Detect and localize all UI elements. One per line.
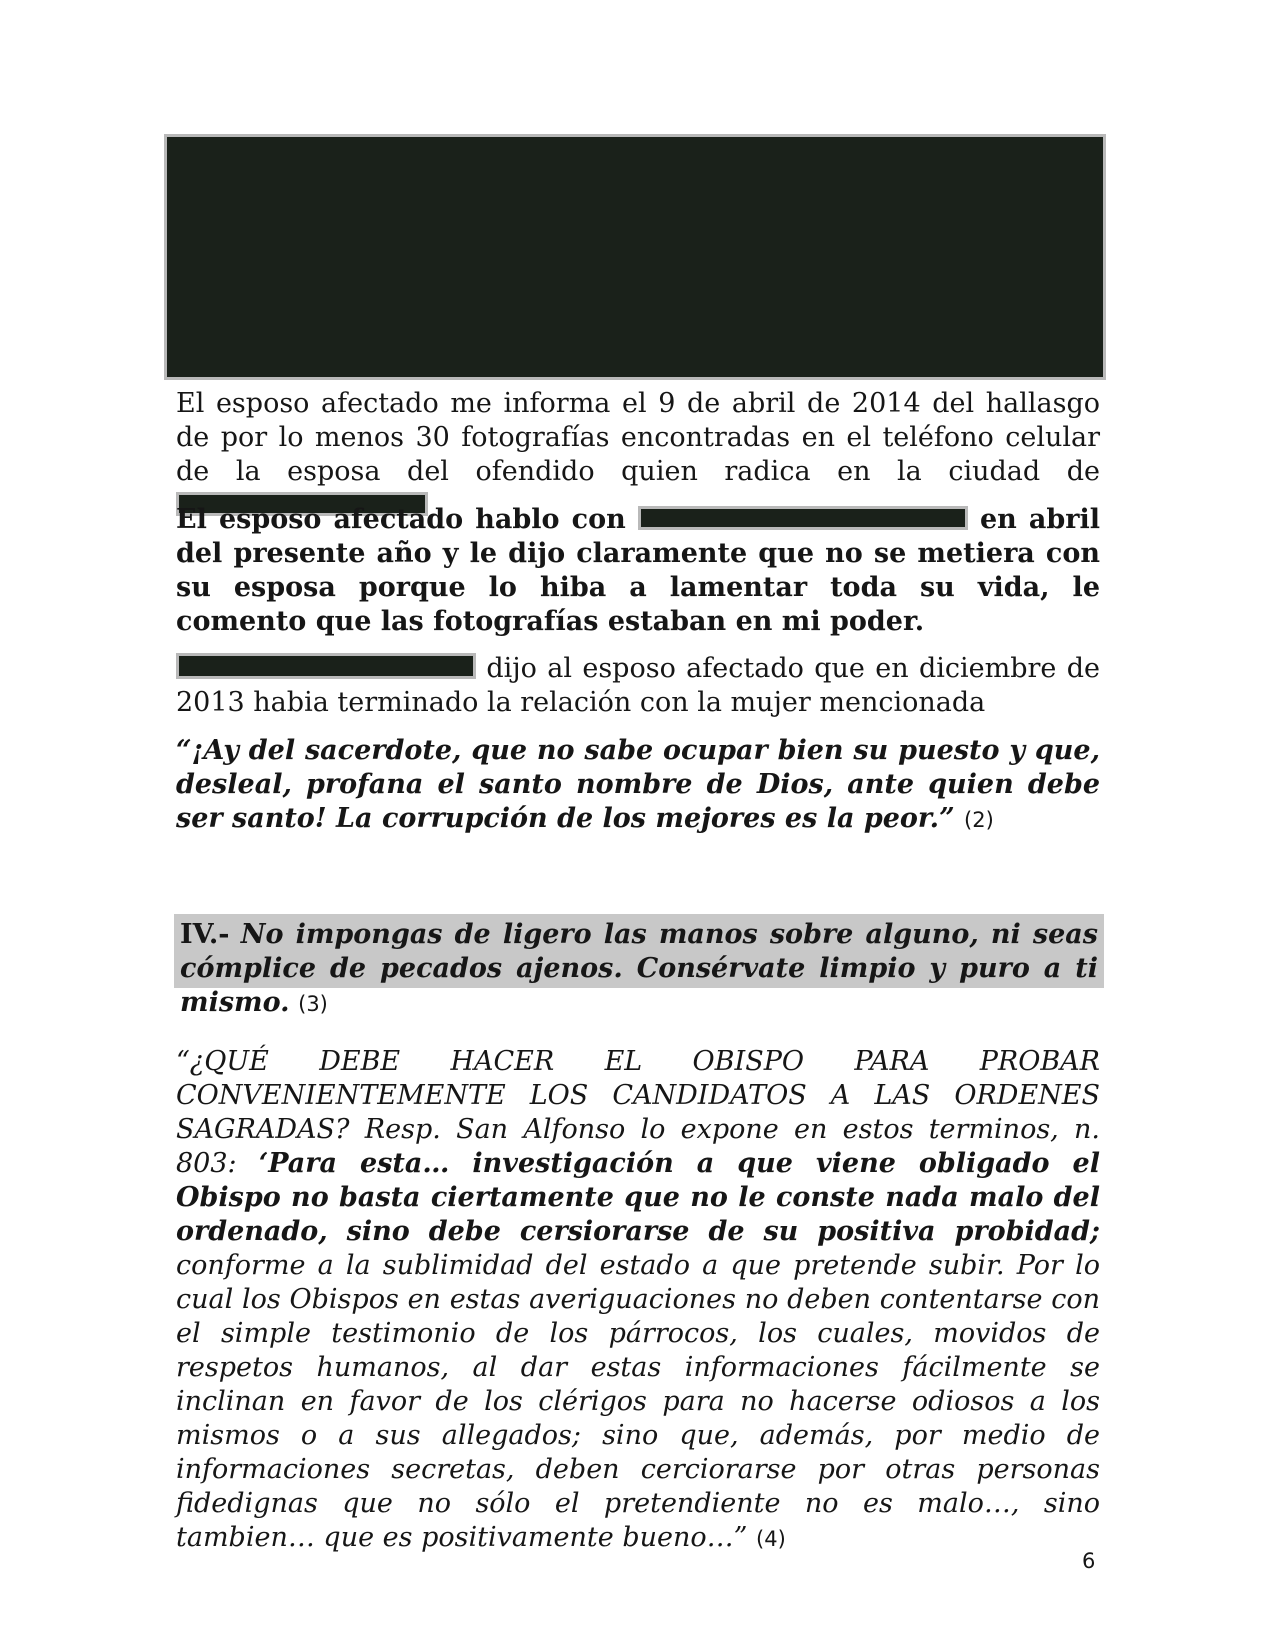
quote-priest <box>176 734 1100 837</box>
redacted-image-block <box>164 134 1106 380</box>
section-heading-iv <box>180 918 1098 1021</box>
section-heading-text: No impongas de ligero las manos sobre alguno, ni seas cómplice de pecados ajenos. Consérvate limpio y puro a ti mismo. <box>180 919 1098 1018</box>
paragraph-relationship-ended <box>176 652 1100 720</box>
quote-bishop <box>176 1045 1100 1556</box>
redacted-name <box>638 506 968 530</box>
redacted-name-2 <box>176 653 476 679</box>
quote-bishop-intro: “¿QUÉ DEBE HACER EL OBISPO PARA PROBAR CONVENIENTEMENTE LOS CANDIDATOS A LAS ORDENES SAGRADAS? Resp. San Alfonso lo expone en estos terminos, n. 803: <box>176 1046 1100 1179</box>
quote-bishop-rest: conforme a la sublimidad del estado a que pretende subir. Por lo cual los Obispos en estas averiguaciones no deben contentarse con el simple testimonio de los párrocos, los cuales, movidos de respetos humanos, al dar estas informaciones fácilmente se inclinan en favor de los clérigos para no hacerse odiosos a los mismos o a sus allegados; sino que, además, por medio de informaciones secretas, deben cerciorarse por otras personas fidedignas que no sólo el pretendiente no es malo…, sino tambien… que es positivamente bueno…” <box>176 1250 1100 1553</box>
page-number: 6 <box>1082 1549 1096 1573</box>
paragraph-relationship-ended-text: dijo al esposo afectado que en diciembre de 2013 habia terminado la relación con la mujer mencionada <box>176 653 1100 718</box>
paragraph-husband-spoke-before: El esposo afectado hablo con <box>176 504 626 535</box>
section-heading-number: IV.- <box>180 919 230 950</box>
paragraph-photos-found-text: El esposo afectado me informa el 9 de abril de 2014 del hallasgo de por lo menos 30 fotografías encontradas en el teléfono celular de la esposa del ofendido quien radica en la ciudad de <box>176 388 1100 487</box>
quote-priest-text: “¡Ay del sacerdote, que no sabe ocupar bien su puesto y que, desleal, profana el santo nombre de Dios, ante quien debe ser santo! La corrupción de los mejores es la peor.” <box>176 735 1100 834</box>
footnote-ref-3: (3) <box>298 992 328 1016</box>
footnote-ref-4: (4) <box>756 1527 786 1551</box>
footnote-ref-2: (2) <box>964 808 994 832</box>
quote-bishop-bold: ‘Para esta… investigación a que viene obligado el Obispo no basta ciertamente que no le conste nada malo del ordenado, sino debe cersiorarse de su positiva probidad; <box>176 1148 1100 1247</box>
paragraph-husband-spoke-after: en abril del presente año y le dijo claramente que no se metiera con su esposa porque lo hiba a lamentar toda su vida, le comento que las fotografías estaban en mi poder. <box>176 504 1101 637</box>
paragraph-husband-spoke <box>176 503 1100 639</box>
